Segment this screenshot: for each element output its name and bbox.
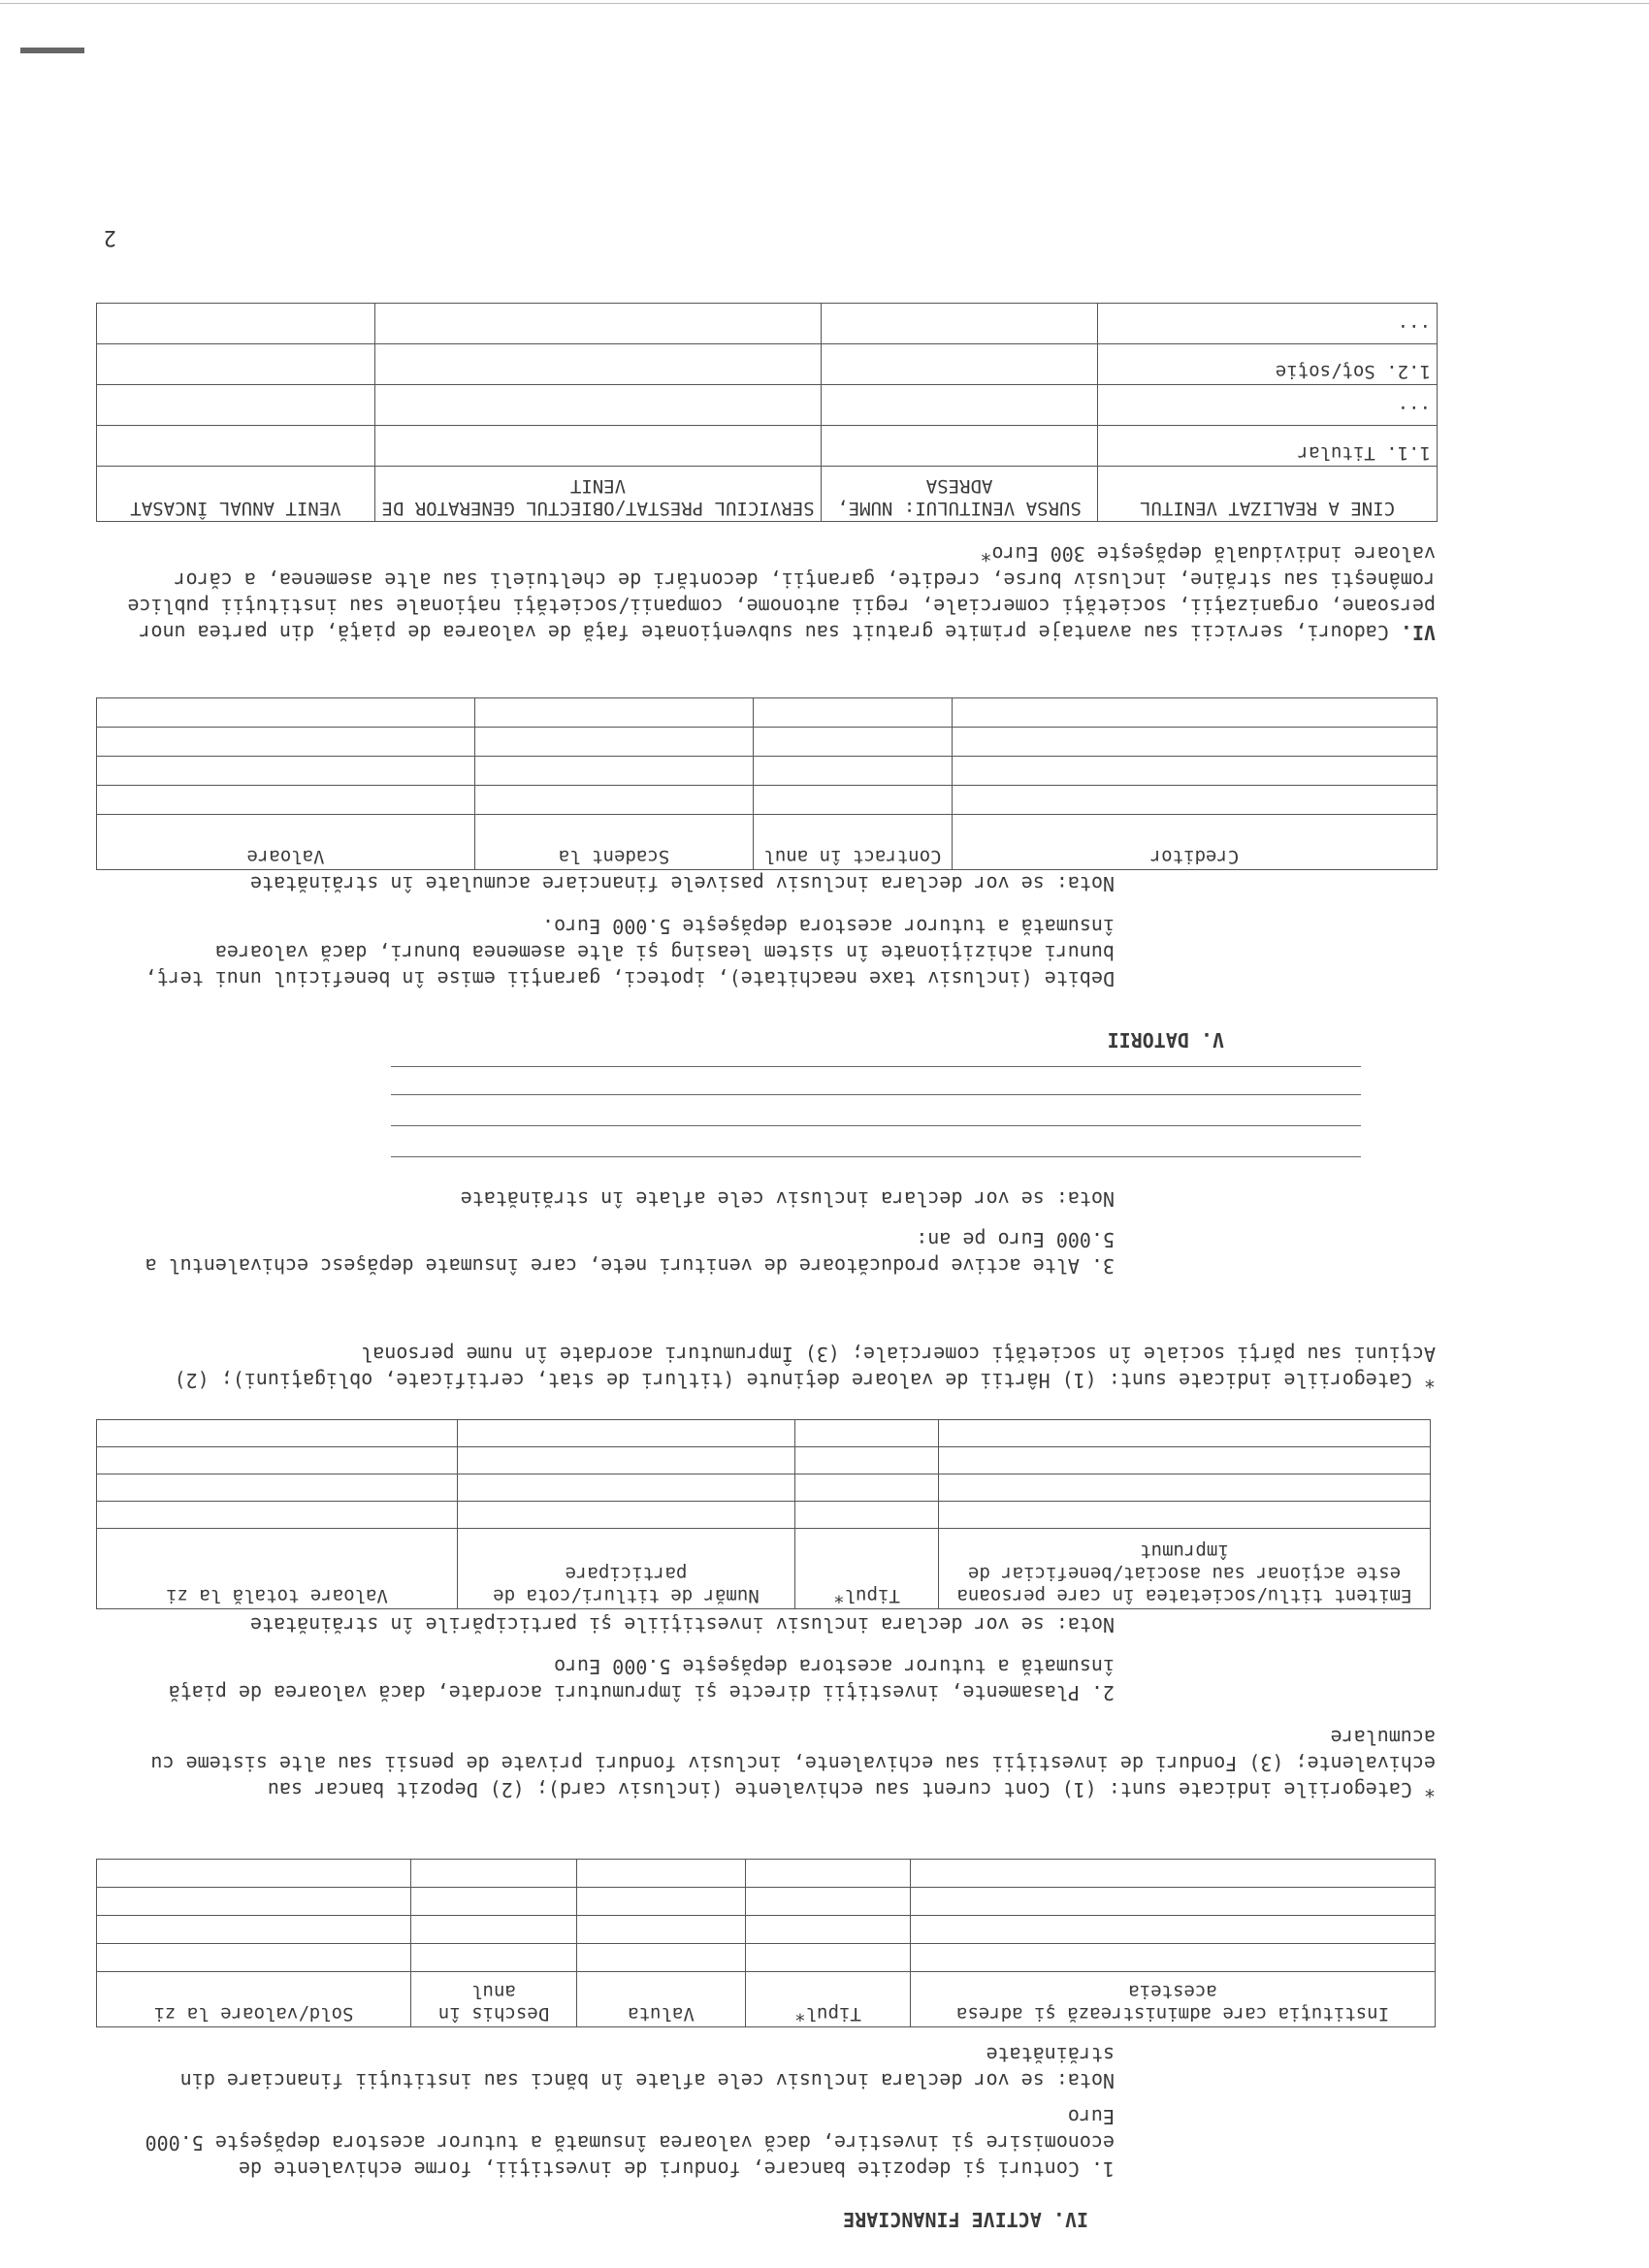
table-cell [953, 728, 1438, 757]
column-header: SERVICIUL PRESTAT/OBIECTUL GENERATOR DE VENIT [375, 467, 822, 522]
table-cell [577, 1860, 746, 1888]
section-v-text: Debite (inclusiv taxe neachitate), ipoteci, garanţii emise în beneficiul unui terţ, bunuri achiziţionate în sistem leasing şi alte asemenea bunuri, dacă valoarea însumată a tuturor acestora depăşeşte 5.000 Euro. [145, 915, 1115, 990]
column-header: SURSA VENITULUI: NUME, ADRESA [822, 467, 1098, 522]
table-row [97, 385, 1438, 426]
table-row [97, 728, 1438, 757]
table-cell [411, 1860, 577, 1888]
table-cell [375, 385, 822, 426]
table-header-row [97, 815, 1438, 870]
footnote-accounts: * Categoriile indicate sunt: (1) Cont curent sau echivalente (inclusiv card); (2) Depozit bancar sau echivalente; (3) Fonduri de investiţii sau echivalente, inclusiv fonduri private de pensii sau alte sisteme cu acumulare [150, 1726, 1436, 1801]
table-cell: 1.1. Titular [1098, 426, 1438, 467]
table-cell [97, 426, 375, 467]
table-cell [475, 757, 754, 786]
table-cell [939, 1474, 1431, 1502]
table-cell [822, 385, 1098, 426]
section-iv-item2-text: 2. Plasamente, investiţii directe şi împrumuturi acordate, dacă valoarea de piaţă însumată a tuturor acestora depăşeşte 5.000 Euro [168, 1655, 1115, 1704]
table-cell [97, 304, 375, 344]
table-cell: ... [1098, 385, 1438, 426]
table-row [97, 1860, 1436, 1888]
column-header: Tipul* [746, 1972, 911, 2027]
column-header: Sold/valoare la zi [97, 1972, 411, 2027]
column-header: CINE A REALIZAT VENITUL [1098, 467, 1438, 522]
table-cell [746, 1888, 911, 1916]
table-cell [577, 1944, 746, 1972]
table-cell [911, 1860, 1436, 1888]
table-cell [97, 728, 475, 757]
column-header: VENIT ANUAL ÎNCASAT [97, 467, 375, 522]
table-cell [458, 1447, 795, 1474]
gifts-table [96, 303, 1438, 522]
table-cell [97, 1916, 411, 1944]
section-vi-paragraph [116, 540, 1436, 645]
table-row [97, 1447, 1431, 1474]
table-cell [97, 1447, 458, 1474]
column-header: Deschis în anul [411, 1972, 577, 2027]
table-cell [577, 1916, 746, 1944]
writing-line [391, 1094, 1361, 1095]
column-header: Valoare totală la zi [97, 1529, 458, 1609]
section-v-note: Nota: se vor declara inclusiv pasivele financiare acumulate în străinătate [249, 872, 1115, 895]
table-cell [746, 1860, 911, 1888]
table-header-row [97, 1972, 1436, 2027]
table-header-row [97, 467, 1438, 522]
section-iv-title: IV. ACTIVE FINANCIARE [843, 2208, 1088, 2231]
section-v-title: V. DATORII [1107, 1028, 1224, 1052]
writing-line [391, 1125, 1361, 1126]
table-cell [746, 1944, 911, 1972]
table-cell [475, 786, 754, 815]
table-cell [911, 1944, 1436, 1972]
column-header: Creditor [953, 815, 1438, 870]
table-cell [795, 1474, 939, 1502]
table-cell [97, 1420, 458, 1447]
table-cell [458, 1474, 795, 1502]
section-iv-item3-note: Nota: se vor declara inclusiv cele aflate în străinătate [460, 1187, 1115, 1211]
column-header: Contract în anul [754, 815, 953, 870]
table-cell [97, 757, 475, 786]
column-header: Emitent titlu/societatea în care persoana este acţionar sau asociat/beneficiar de împrumut [939, 1529, 1431, 1609]
table-cell [953, 786, 1438, 815]
column-header: Scadent la [475, 815, 754, 870]
table-cell [97, 344, 375, 385]
column-header: Instituţia care administrează şi adresa acesteia [911, 1972, 1436, 2027]
table-row [97, 757, 1438, 786]
column-header: Valoare [97, 815, 475, 870]
table-cell [822, 304, 1098, 344]
table-cell [754, 786, 953, 815]
table-cell [754, 757, 953, 786]
table-cell [795, 1447, 939, 1474]
table-cell [911, 1888, 1436, 1916]
table-cell [411, 1888, 577, 1916]
table-cell [375, 426, 822, 467]
table-cell [577, 1888, 746, 1916]
table-cell [97, 1860, 411, 1888]
table-row [97, 1474, 1431, 1502]
table-cell [754, 728, 953, 757]
table-row [97, 304, 1438, 344]
table-row [97, 698, 1438, 728]
active-accounts-table [96, 1859, 1436, 2027]
debts-table [96, 697, 1438, 870]
table-cell [411, 1944, 577, 1972]
table-cell [97, 1944, 411, 1972]
table-cell: 1.2. Soţ/soţie [1098, 344, 1438, 385]
column-header: Număr de titluri/cota de participare [458, 1529, 795, 1609]
table-cell [822, 344, 1098, 385]
table-cell [939, 1447, 1431, 1474]
table-cell [97, 698, 475, 728]
table-header-row [97, 1529, 1431, 1609]
table-cell [97, 1502, 458, 1529]
writing-line [391, 1066, 1361, 1067]
table-cell [411, 1916, 577, 1944]
section-iv-item3-text: 3. Alte active producătoare de venituri nete, care însumate depăşesc echivalentul a 5.000 Euro pe an: [145, 1228, 1115, 1278]
table-cell [97, 385, 375, 426]
table-cell [375, 304, 822, 344]
table-cell [953, 757, 1438, 786]
table-cell [97, 786, 475, 815]
table-cell [911, 1916, 1436, 1944]
table-row [97, 786, 1438, 815]
table-row [97, 426, 1438, 467]
table-cell [746, 1916, 911, 1944]
table-cell [375, 344, 822, 385]
table-row [97, 1888, 1436, 1916]
scan-edge-line [0, 3, 1649, 4]
table-row [97, 1420, 1431, 1447]
table-cell [795, 1420, 939, 1447]
table-cell [795, 1502, 939, 1529]
table-cell: ... [1098, 304, 1438, 344]
section-iv-item1-note: Nota: se vor declara inclusiv cele aflate în bănci sau instituţii financiare din străinătate [179, 2043, 1115, 2092]
table-cell [458, 1502, 795, 1529]
section-iv-item2-note: Nota: se vor declara inclusiv investiţiile şi participările în străinătate [249, 1613, 1115, 1636]
column-header: Tipul* [795, 1529, 939, 1609]
scan-edge-mark [20, 48, 84, 53]
table-cell [939, 1502, 1431, 1529]
section-iv-item1-text: 1. Conturi şi depozite bancare, fonduri de investiţii, forme echivalente de economisire şi investire, dacă valoarea însumată a tuturor acestora depăşeşte 5.000 Euro [145, 2105, 1115, 2181]
table-row [97, 1502, 1431, 1529]
table-cell [97, 1888, 411, 1916]
table-cell [953, 698, 1438, 728]
section-vi-text: Cadouri, servicii sau avantaje primite gratuit sau subvenţionate faţă de valoarea de piaţă, din partea unor persoane, organizaţii, societăţi comerciale, regii autonome, companii/societăţi naţionale sau instituţii publice româneşti sau străine, inclusiv burse, credite, garanţii, decontări de cheltuieli sau alte asemenea, a căror valoare individuală depăşeşte 300 Euro* [127, 542, 1436, 644]
investments-table [96, 1419, 1431, 1609]
table-row [97, 1916, 1436, 1944]
table-row [97, 344, 1438, 385]
table-cell [475, 728, 754, 757]
page-number: 2 [103, 225, 116, 249]
table-cell [822, 426, 1098, 467]
column-header: Valuta [577, 1972, 746, 2027]
footnote-investments: * Categoriile indicate sunt: (1) Hârtii de valoare deţinute (titluri de stat, certificate, obligaţiuni); (2) Acţiuni sau părţi sociale în societăţi comerciale; (3) Împrumuturi acordate în nume personal [174, 1343, 1436, 1392]
section-vi-title: VI. [1400, 621, 1436, 644]
table-cell [754, 698, 953, 728]
table-cell [939, 1420, 1431, 1447]
table-cell [97, 1474, 458, 1502]
table-cell [475, 698, 754, 728]
table-cell [458, 1420, 795, 1447]
writing-line [391, 1156, 1361, 1157]
table-row [97, 1944, 1436, 1972]
